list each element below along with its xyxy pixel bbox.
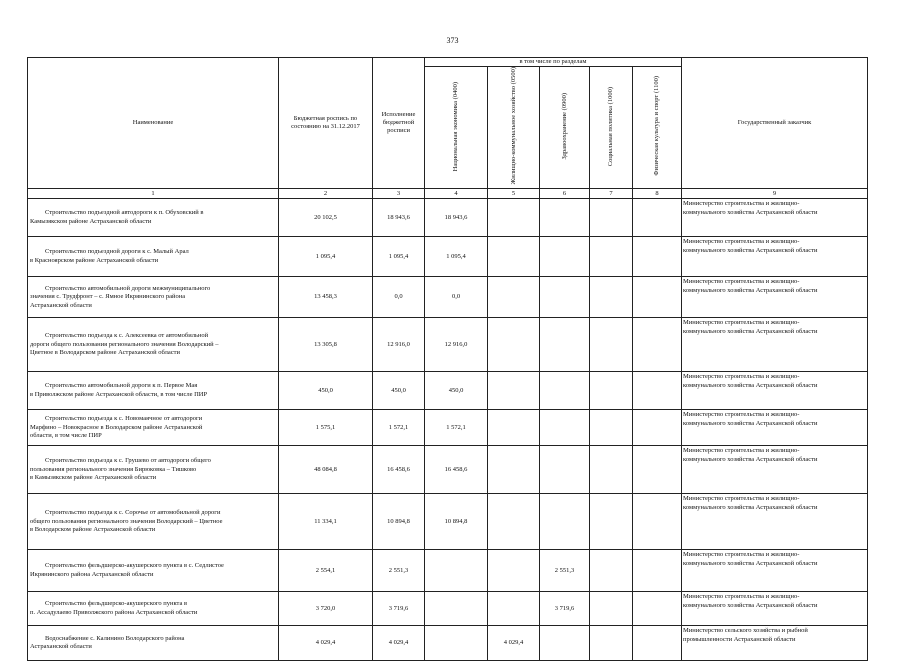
cell-s1100 [633,237,682,277]
row-name-line: Водоснабжение с. Калинино Володарского района [45,634,185,642]
column-number: 7 [590,189,633,199]
cell-s1100 [633,550,682,592]
cell-budget: 13 458,3 [279,277,373,318]
page-number: 373 [446,36,459,45]
cell-execution: 16 458,6 [373,446,425,494]
row-name [28,237,279,277]
row-name-line: Строительство подъезда к с. Грушево от автодороги общего [45,457,211,465]
cell-s0400: 18 943,6 [425,199,488,237]
cell-s1100 [633,372,682,410]
cell-budget: 3 720,0 [279,592,373,626]
table-row [28,626,868,661]
cell-execution: 450,0 [373,372,425,410]
cell-execution: 18 943,6 [373,199,425,237]
cell-budget: 13 305,8 [279,318,373,372]
table-row [28,550,868,592]
cell-s0500 [488,237,540,277]
column-number: 8 [633,189,682,199]
table-row [28,237,868,277]
cell-s0500 [488,592,540,626]
cell-s1000 [590,494,633,550]
row-customer-line: коммунального хозяйства Астраханской области [683,208,818,216]
cell-s0900 [540,626,590,661]
row-customer-line: промышленности Астраханской области [683,635,796,643]
row-customer [682,494,868,550]
cell-s0500 [488,550,540,592]
cell-execution: 10 894,8 [373,494,425,550]
row-name-line: Икрянинского района Астраханской области [30,570,154,578]
cell-s1000 [590,446,633,494]
table-row [28,494,868,550]
row-name [28,592,279,626]
header-budget: Бюджетная роспись по состоянию на 31.12.2017 [279,58,373,189]
cell-s0900 [540,372,590,410]
row-name-line: п. Ассадулаево Приволжского района Астраханской области [30,608,198,616]
row-name-line: общего пользования регионального значения Володарский – Цветное [30,517,223,525]
cell-s1100 [633,199,682,237]
row-name-line: Строительство фельдшерско-акушерского пункта в [45,600,188,608]
row-customer-line: коммунального хозяйства Астраханской области [683,286,818,294]
column-number: 4 [425,189,488,199]
cell-s0500 [488,410,540,446]
row-customer [682,277,868,318]
cell-s0400: 16 458,6 [425,446,488,494]
row-customer-line: коммунального хозяйства Астраханской области [683,246,818,254]
row-customer-line: коммунального хозяйства Астраханской области [683,559,818,567]
header-customer: Государственный заказчик [682,58,868,189]
row-name-line: Строительство подъезда к с. Новомаячное от автодороги [45,415,203,423]
row-name-line: Строительство фельдшерско-акушерского пункта в с. Седлистое [45,562,224,570]
row-name-line: Строительство подъезда к с. Алексеевка от автомобильной [45,332,209,340]
column-number: 5 [488,189,540,199]
column-number: 6 [540,189,590,199]
cell-s0900 [540,318,590,372]
cell-s0400 [425,550,488,592]
budget-table [27,57,868,661]
row-name-line: Строительство автомобильной дороги межмуниципального [45,284,211,292]
cell-s1000 [590,237,633,277]
cell-execution: 1 095,4 [373,237,425,277]
cell-budget: 48 084,8 [279,446,373,494]
row-customer [682,372,868,410]
row-customer-line: Министерство строительства и жилищно- [683,373,800,381]
row-name-line: значения с. Трудфронт – с. Ямное Икрянинского района [30,293,186,301]
cell-s0500: 4 029,4 [488,626,540,661]
cell-s1000 [590,199,633,237]
row-name-line: в Камызякском районе Астраханской области [30,474,157,482]
column-number: 3 [373,189,425,199]
cell-execution: 0,0 [373,277,425,318]
row-customer [682,550,868,592]
column-number: 1 [28,189,279,199]
cell-s0400: 0,0 [425,277,488,318]
cell-s1000 [590,410,633,446]
column-number-row [28,189,868,199]
table-row [28,199,868,237]
cell-s1000 [590,592,633,626]
cell-s0500 [488,494,540,550]
cell-s0900 [540,410,590,446]
cell-s1100 [633,277,682,318]
header-section-1000: Социальная политика (1000) [590,67,633,189]
cell-s0500 [488,318,540,372]
cell-s0400: 1 095,4 [425,237,488,277]
cell-budget: 4 029,4 [279,626,373,661]
row-customer-line: коммунального хозяйства Астраханской области [683,601,818,609]
cell-s0500 [488,446,540,494]
row-customer [682,626,868,661]
cell-s0900 [540,494,590,550]
row-name [28,410,279,446]
table-row [28,446,868,494]
table-row [28,372,868,410]
row-customer [682,592,868,626]
header-section-0900: Здравоохранение (0900) [540,67,590,189]
cell-s0500 [488,277,540,318]
cell-execution: 3 719,6 [373,592,425,626]
cell-budget: 450,0 [279,372,373,410]
row-name-line: области, в том числе ПИР [30,432,102,440]
cell-s0500 [488,372,540,410]
row-name [28,372,279,410]
row-customer [682,446,868,494]
cell-s1000 [590,626,633,661]
cell-budget: 1 575,1 [279,410,373,446]
row-name-line: Строительство подъездной дороги к с. Малый Арал [45,248,189,256]
row-customer-line: коммунального хозяйства Астраханской области [683,381,818,389]
row-customer-line: Министерство строительства и жилищно- [683,551,800,559]
cell-s1100 [633,626,682,661]
header-sections-group: в том числе по разделам [425,58,682,67]
cell-s1100 [633,410,682,446]
row-name [28,550,279,592]
cell-s0900 [540,199,590,237]
cell-s0900 [540,237,590,277]
cell-s1100 [633,592,682,626]
row-name-line: дороги общего пользования регионального значения Володарский – [30,340,219,348]
row-name [28,318,279,372]
table-row [28,277,868,318]
header-section-0500: Жилищно-коммунальное хозяйство (0500) [488,67,540,189]
row-customer-line: коммунального хозяйства Астраханской области [683,455,818,463]
row-customer [682,199,868,237]
row-name [28,494,279,550]
row-customer-line: Министерство строительства и жилищно- [683,278,800,286]
table-row [28,592,868,626]
header-name: Наименование [28,58,279,189]
row-customer-line: Министерство строительства и жилищно- [683,495,800,503]
row-name-line: Марфино – Новокрасное в Володарском районе Астраханской [30,423,203,431]
cell-execution: 1 572,1 [373,410,425,446]
row-name [28,199,279,237]
cell-s0400: 10 894,8 [425,494,488,550]
row-name-line: Астраханской области [30,301,92,309]
row-customer-line: Министерство строительства и жилищно- [683,447,800,455]
row-name-line: в Красноярском районе Астраханской области [30,256,159,264]
row-customer [682,237,868,277]
cell-execution: 2 551,3 [373,550,425,592]
row-name-line: в Володарском районе Астраханской области [30,526,156,534]
cell-s0900 [540,446,590,494]
row-name-line: Строительство автомобильной дороги к п. Первое Мая [45,382,198,390]
cell-s0900 [540,277,590,318]
cell-budget: 1 095,4 [279,237,373,277]
cell-s0900: 2 551,3 [540,550,590,592]
cell-s0500 [488,199,540,237]
row-customer [682,410,868,446]
header-section-1100: Физическая культура и спорт (1100) [633,67,682,189]
row-customer-line: Министерство строительства и жилищно- [683,593,800,601]
row-name-line: Строительство подъездной автодороги к п. Обуховский в [45,209,204,217]
cell-budget: 20 102,5 [279,199,373,237]
row-name-line: в Приволжском районе Астраханской области, в том числе ПИР [30,390,208,398]
table-row [28,318,868,372]
cell-s0400: 12 916,0 [425,318,488,372]
cell-budget: 11 334,1 [279,494,373,550]
cell-s1100 [633,318,682,372]
row-name [28,626,279,661]
cell-s0900: 3 719,6 [540,592,590,626]
row-name-line: Цветное в Володарском районе Астраханской области [30,349,180,357]
row-name-line: Камызякском районе Астраханской области [30,217,152,225]
row-name-line: Астраханской области [30,643,92,651]
row-name-line: пользования регионального значения Бирюковка – Тишково [30,465,197,473]
cell-s1000 [590,318,633,372]
cell-execution: 12 916,0 [373,318,425,372]
row-customer-line: Министерство строительства и жилищно- [683,411,800,419]
cell-s1000 [590,277,633,318]
row-name-line: Строительство подъезда к с. Сорочье от автомобильной дороги [45,509,221,517]
cell-s0400: 450,0 [425,372,488,410]
row-customer-line: коммунального хозяйства Астраханской области [683,327,818,335]
cell-s0400 [425,626,488,661]
cell-execution: 4 029,4 [373,626,425,661]
header-execution: Исполнение бюджетной росписи [373,58,425,189]
row-customer [682,318,868,372]
cell-s1000 [590,550,633,592]
cell-s1100 [633,446,682,494]
row-customer-line: Министерство сельского хозяйства и рыбной [683,627,808,635]
row-customer-line: Министерство строительства и жилищно- [683,200,800,208]
cell-s1100 [633,494,682,550]
cell-s0400 [425,592,488,626]
row-name [28,446,279,494]
table-row [28,410,868,446]
header-section-0400: Национальная экономика (0400) [425,67,488,189]
row-customer-line: Министерство строительства и жилищно- [683,319,800,327]
column-number: 9 [682,189,868,199]
row-name [28,277,279,318]
cell-s0400: 1 572,1 [425,410,488,446]
column-number: 2 [279,189,373,199]
cell-s1000 [590,372,633,410]
row-customer-line: коммунального хозяйства Астраханской области [683,419,818,427]
cell-budget: 2 554,1 [279,550,373,592]
row-customer-line: Министерство строительства и жилищно- [683,238,800,246]
row-customer-line: коммунального хозяйства Астраханской области [683,503,818,511]
